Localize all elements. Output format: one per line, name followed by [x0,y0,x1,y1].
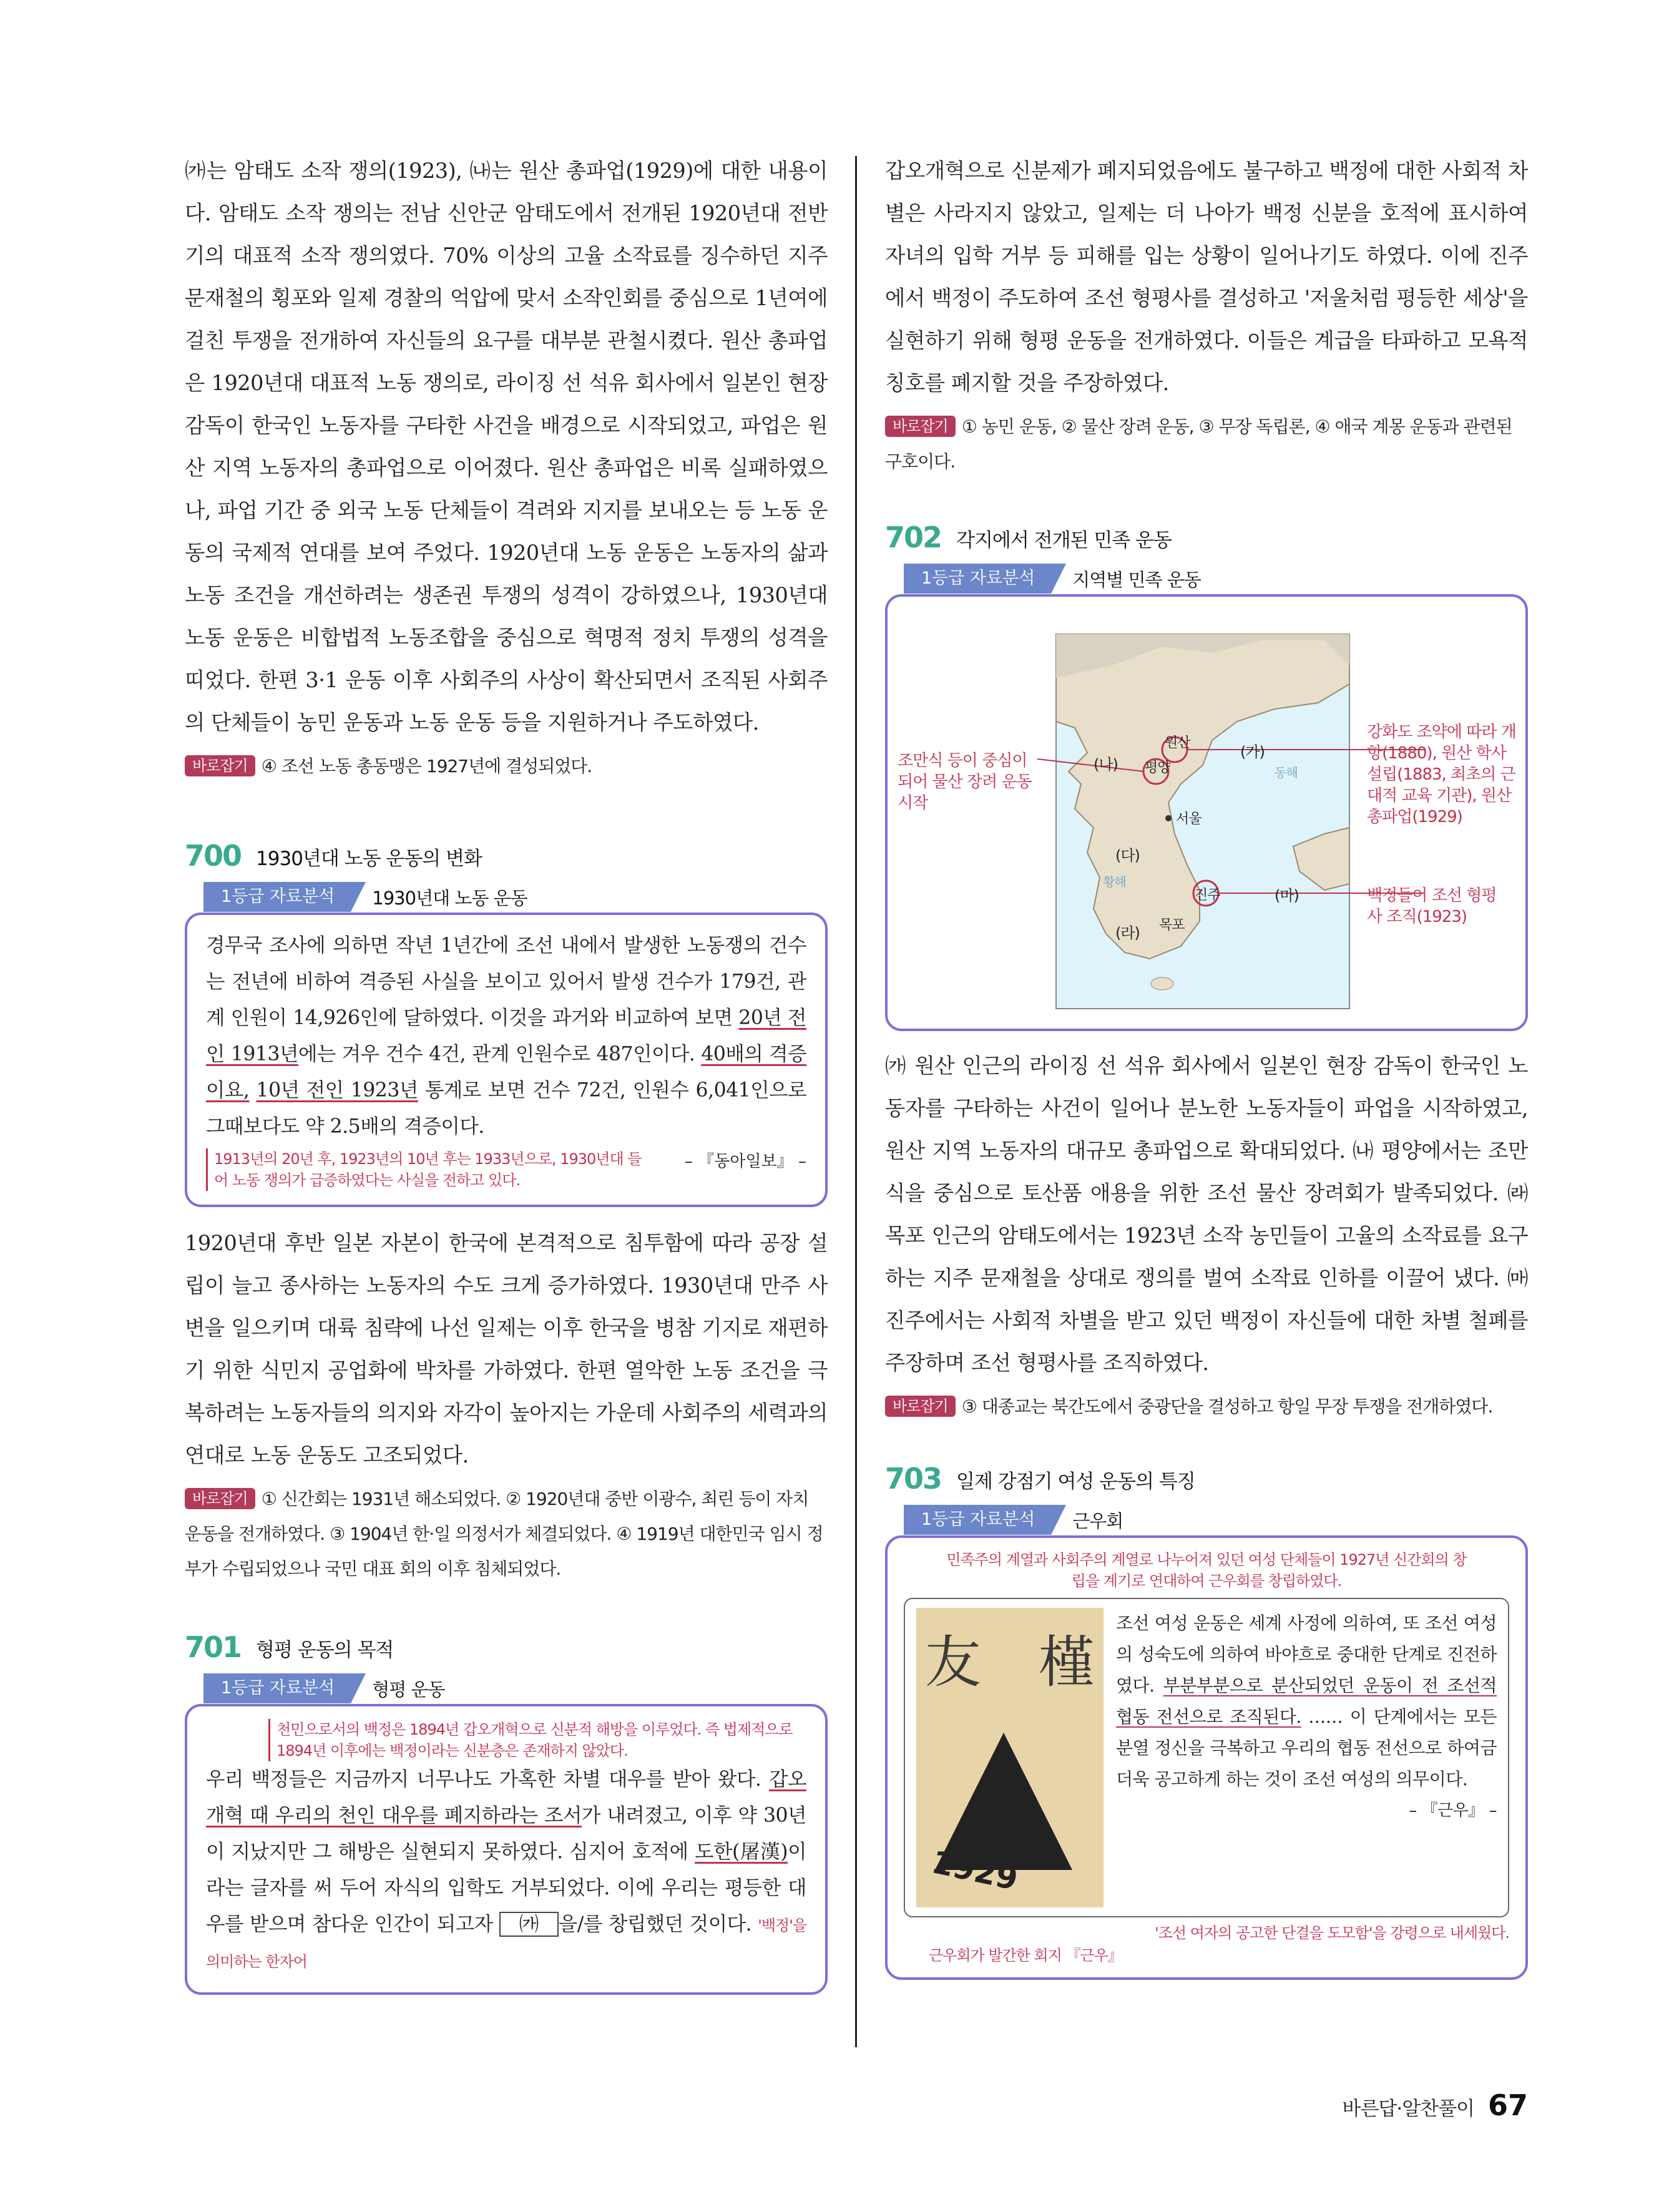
source-citation: – 『동아일보』 – [685,1152,806,1171]
section-title: 형평 운동의 목적 [256,1639,394,1661]
blank-box: ㈎ [499,1912,559,1937]
analysis-badge: 1등급 자료분석 [203,1673,351,1703]
map-label: 평양 [1145,760,1170,776]
analysis-subtitle: 형평 운동 [372,1678,445,1700]
underline-phrase: 도한(屠漢) [695,1841,788,1863]
underline-phrase: 부분부분으로 분산되었던 운동이 전 조선적 협동 전선으로 조직된다. [1116,1675,1497,1727]
source-box-701 [185,1704,828,1995]
explanation-702: ㈎ 원산 인근의 라이징 선 석유 회사에서 일본인 현장 감독이 한국인 노동자를 구타하는 사건이 일어나 분노한 노동자들이 파업을 시작하였고, 원산 지역 노동자의 대규모 총파업으로 확대되었다. ㈏ 평양에서는 조만식을 중심으로 토산품 애용을 위한 조선 물산 장려회가 발족되었다. ㈑ 목포 인근의 암태도에서는 1923년 소작 농민들이 고율의 소작료를 요구하는 지주 문재철을 상대로 쟁의를 벌여 소작료 인하를 이끌어 냈다. ㈒ 진주에서는 사회적 차별을 받고 있던 백정이 자신들에 대한 차별 철폐를 주장하며 조선 형평사를 조직하였다. [885,1054,1528,1375]
map-label: 서울 [1176,811,1201,827]
footer-label: 바른답·알찬풀이 [1342,2098,1474,2120]
section-700-header [185,833,828,873]
map-label: (다) [1115,847,1140,864]
underline-phrase: 갑오개혁 때 우리의 천인 대우를 폐지하라는 조서 [206,1768,806,1827]
magazine-title-char: 友 [925,1630,981,1695]
source-box-703 [885,1535,1528,1980]
map-label: 동해 [1275,765,1298,780]
analysis-header [203,881,828,913]
correction-text: ④ 조선 노동 총동맹은 1927년에 결성되었다. [261,756,592,776]
map-label: 원산 [1165,735,1190,751]
analysis-header [904,563,1528,594]
source-text: 우리 백정들은 지금까지 너무나도 가혹한 차별 대우를 받아 왔다. 갑오개혁 때 우리의 천인 대우를 폐지하라는 조서가 내려졌고, 이후 약 30년이 지났지만 그 해방은 실현되지 못하였다. 심지어 호적에 도한(屠漢)이라는 글자를 써 두어 자식의 입학도 거부되었다. 이에 우리는 평등한 대우를 받으며 참다운 인간이 되고자 ㈎ 을/를 창립했던 것이다. '백정'을 의미하는 한자어 [206,1768,806,1970]
section-title: 1930년대 노동 운동의 변화 [256,848,482,870]
correction-text: ① 농민 운동, ② 물산 장려 운동, ③ 무장 독립론, ④ 애국 계몽 운동과 관련된 구호이다. [885,416,1512,472]
section-number: 702 [885,521,942,554]
underline-phrase: 40배의 격증이요, [206,1043,807,1102]
correction-tag: 바로잡기 [885,1396,956,1417]
left-column [185,150,828,1995]
correction-line [885,1389,1528,1424]
underline-phrase: 20년 전인 1913년 [206,1007,806,1065]
section-number: 703 [885,1462,942,1495]
map-label: (마) [1275,887,1299,904]
explanation-700: 1920년대 후반 일본 자본이 한국에 본격적으로 침투함에 따라 공장 설립이 늘고 종사하는 노동자의 수도 크게 증가하였다. 1930년대 만주 사변을 일으키며 대륙 침략에 나선 일제는 이후 한국을 병참 기지로 재편하기 위한 식민지 공업화에 박차를 가하였다. 한편 열악한 노동 조건을 극복하려는 노동자들의 의지와 자각이 높아지는 가운데 사회주의 세력과의 연대로 노동 운동도 고조되었다. [185,1231,828,1467]
map-label: (가) [1240,743,1265,761]
page-footer [1343,2088,1529,2122]
analysis-subtitle: 지역별 민족 운동 [1072,569,1201,590]
annotation-note: 근우회가 발간한 회지 『근우』 [929,1947,1122,1964]
section-number: 700 [185,839,242,873]
annotation-note: 강화도 조약에 따라 개항(1880), 원산 학사 설립(1883, 최초의 근대적 교육 기관), 원산 총파업(1929) [1367,723,1516,826]
source-box-700 [185,913,828,1207]
annotation-note: 천민으로서의 백정은 1894년 갑오개혁으로 신분적 해방을 이루었다. 즉 법제적으로 1894년 이후에는 백정이라는 신분층은 존재하지 않았다. [268,1719,806,1761]
correction-tag: 바로잡기 [185,755,255,776]
intro-paragraph: ㈎는 암태도 소작 쟁의(1923), ㈏는 원산 총파업(1929)에 대한 내용이다. 암태도 소작 쟁의는 전남 신안군 암태도에서 전개된 1920년대 전반기의 대표적 소작 쟁의였다. 70% 이상의 고율 소작료를 징수하던 지주 문재철의 횡포와 일제 경찰의 억압에 맞서 소작인회를 중심으로 1년여에 걸친 투쟁을 전개하여 자신들의 요구를 대부분 관철시켰다. 원산 총파업은 1920년대 대표적 노동 쟁의로, 라이징 선 석유 회사에서 일본인 현장 감독이 한국인 노동자를 구타한 사건을 배경으로 시작되었고, 파업은 원산 지역 노동자의 총파업으로 이어졌다. 원산 총파업은 비록 실패하였으나, 파업 기간 중 외국 노동 단체들이 격려와 지지를 보내오는 등 노동 운동의 국제적 연대를 보여 주었다. 1920년대 노동 운동은 노동자의 삶과 노동 조건을 개선하려는 생존권 투쟁의 성격이 강하였으나, 1930년대 노동 운동은 비합법적 노동조합을 중심으로 혁명적 정치 투쟁의 성격을 띠었다. 한편 3·1 운동 이후 사회주의 사상이 확산되면서 조직된 사회주의 단체들이 농민 운동과 노동 운동 등을 지원하거나 주도하였다. [185,159,828,735]
annotation-note: 민족주의 계열과 사회주의 계열로 나누어져 있던 여성 단체들이 1927년 신간회의 창립을 계기로 연대하여 근우회를 창립하였다. [946,1551,1467,1590]
annotation-note: '조선 여자의 공고한 단결을 도모함'을 강령으로 내세웠다. [1155,1924,1509,1942]
section-703-header [885,1456,1528,1495]
correction-text: ① 신간회는 1931년 해소되었다. ② 1920년대 중반 이광수, 최린 등이 자치 운동을 전개하였다. ③ 1904년 한·일 의정서가 체결되었다. ④ 1919년 대한민국 임시 정부가 수립되었으나 국민 대표 회의 이후 침체되었다. [185,1489,823,1579]
source-citation: – 『근우』 – [1409,1801,1497,1820]
analysis-subtitle: 근우회 [1072,1510,1123,1532]
map-label: 황해 [1103,874,1126,889]
analysis-header [904,1504,1528,1535]
magazine-year: 1929 [928,1844,1021,1897]
correction-line [185,749,828,784]
section-701-header [185,1624,828,1664]
right-column [885,150,1528,1980]
annotation-note: '백정'을 의미하는 한자어 [206,1917,806,1970]
correction-line [185,1482,828,1587]
quote-frame [904,1598,1509,1917]
annotation-note: 백정들이 조선 형평사 조직(1923) [1367,886,1497,926]
correction-tag: 바로잡기 [885,416,956,437]
magazine-cover [916,1608,1104,1907]
column-divider [855,156,857,2047]
underline-phrase: 10년 전인 1923년 [256,1079,418,1102]
map-label: 진주 [1195,888,1220,903]
map-label: 목포 [1159,918,1185,933]
source-text: 경무국 조사에 의하면 작년 1년간에 조선 내에서 발생한 노동쟁의 건수는 전년에 비하여 격증된 사실을 보이고 있어서 발생 건수가 179건, 관계 인원이 14,926인에 달하였다. 이것을 과거와 비교하여 보면 20년 전인 1913년에는 겨우 건수 4건, 관계 인원수로 487인이다. 40배의 격증이요, 10년 전인 1923년 통계로 보면 건수 72건, 인원수 6,041인으로 그때보다도 약 2.5배의 격증이다. [206,934,807,1138]
map-jeju [1151,977,1173,990]
section-number: 701 [185,1630,242,1664]
section-title: 각지에서 전개된 민족 운동 [956,529,1172,552]
map-label: (라) [1115,924,1140,942]
analysis-badge: 1등급 자료분석 [203,882,351,912]
magazine-title-char: 槿 [1039,1630,1095,1695]
map-label: (나) [1094,756,1118,773]
seoul-dot [1165,815,1172,821]
source-text: 조선 여성 운동은 세계 사정에 의하여, 또 조선 여성의 성숙도에 의하여 바야흐로 중대한 단계로 진전하였다. 부분부분으로 분산되었던 운동이 전 조선적 협동 전선으로 조직된다. …… 이 단계에서는 모든 분열 정신을 극복하고 우리의 협동 전선으로 하여금 더욱 공고하게 하는 것이 조선 여성의 의무이다. – 『근우』 – [1116,1608,1497,1907]
annotation-note: 1913년의 20년 후, 1923년의 10년 후는 1933년으로, 1930년대 들어 노동 쟁의가 급증하였다는 사실을 전하고 있다. [206,1148,651,1191]
section-title: 일제 강점기 여성 운동의 특징 [956,1471,1195,1493]
correction-tag: 바로잡기 [185,1488,255,1509]
analysis-badge: 1등급 자료분석 [904,1505,1051,1535]
section-702-header [885,514,1528,554]
analysis-subtitle: 1930년대 노동 운동 [372,887,527,909]
annotation-note: 조만식 등이 중심이 되어 물산 장려 운동 시작 [898,751,1032,813]
correction-line [885,409,1528,479]
analysis-header [203,1673,828,1704]
map-box-702 [885,594,1528,1031]
analysis-badge: 1등급 자료분석 [904,564,1051,594]
correction-text: ③ 대종교는 북간도에서 중광단을 결성하고 항일 무장 투쟁을 전개하였다. [961,1396,1493,1417]
page-number: 67 [1487,2088,1528,2122]
intro-paragraph: 갑오개혁으로 신분제가 폐지되었음에도 불구하고 백정에 대한 사회적 차별은 사라지지 않았고, 일제는 더 나아가 백정 신분을 호적에 표시하여 자녀의 입학 거부 등 피해를 입는 상황이 일어나기도 하였다. 이에 진주에서 백정이 주도하여 조선 형평사를 결성하고 '저울처럼 평등한 세상'을 실현하기 위해 형평 운동을 전개하였다. 이들은 계급을 타파하고 모욕적 칭호를 폐지할 것을 주장하였다. [885,159,1529,395]
